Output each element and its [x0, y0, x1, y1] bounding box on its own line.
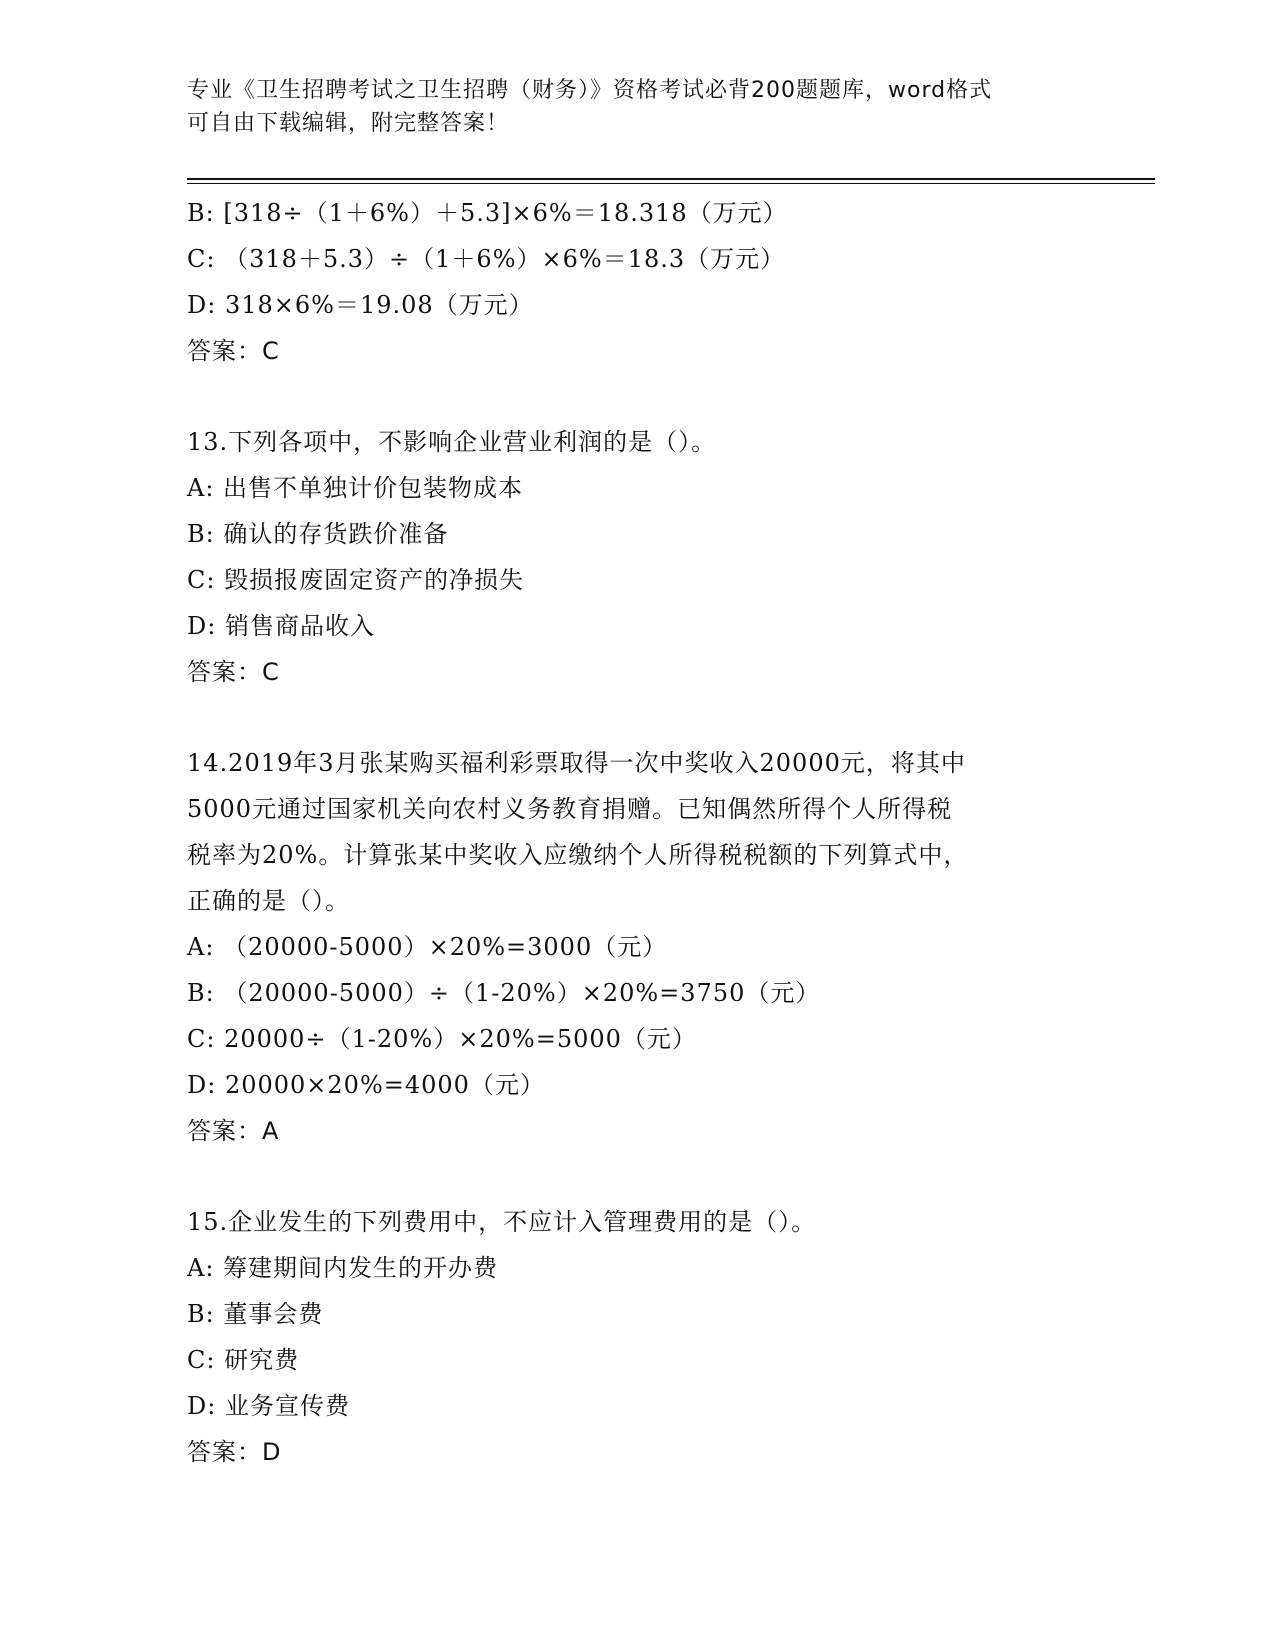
answer: 答案：A — [187, 1117, 280, 1145]
option-a: A: （20000-5000）×20%=3000（元） — [187, 933, 668, 961]
option-c: C: 研究费 — [187, 1346, 300, 1374]
answer: 答案：D — [187, 1438, 282, 1466]
option-b: B: 董事会费 — [187, 1300, 324, 1328]
option-c: C: （318＋5.3）÷（1＋6%）×6%＝18.3（万元） — [187, 245, 786, 273]
option-c: C: 毁损报废固定资产的净损失 — [187, 566, 525, 594]
question-stem-line-1: 14.2019年3月张某购买福利彩票取得一次中奖收入20000元，将其中 — [187, 749, 966, 777]
option-b: B: [318÷（1＋6%）＋5.3]×6%＝18.318（万元） — [187, 199, 788, 227]
option-b: B: （20000-5000）÷（1-20%）×20%=3750（元） — [187, 979, 821, 1007]
question-list — [187, 190, 1087, 1475]
option-a: A: 出售不单独计价包装物成本 — [187, 474, 524, 502]
option-a: A: 筹建期间内发生的开办费 — [187, 1254, 499, 1282]
question-stem-line-4: 正确的是（）。 — [187, 887, 350, 915]
option-d: D: 销售商品收入 — [187, 612, 375, 640]
header-divider-thin — [187, 183, 1155, 184]
document-header — [187, 74, 1087, 140]
spacer — [187, 695, 1087, 740]
spacer — [187, 1154, 1087, 1199]
question-stem-line-2: 5000元通过国家机关向农村义务教育捐赠。已知偶然所得个人所得税 — [187, 795, 953, 823]
question-13 — [187, 419, 1087, 695]
spacer — [187, 374, 1087, 419]
question-15 — [187, 1199, 1087, 1475]
question-14 — [187, 740, 1087, 1154]
option-d: D: 业务宣传费 — [187, 1392, 350, 1420]
question-stem: 15.企业发生的下列费用中，不应计入管理费用的是（）。 — [187, 1208, 817, 1236]
option-c: C: 20000÷（1-20%）×20%=5000（元） — [187, 1025, 697, 1053]
header-line-2: 可自由下载编辑，附完整答案！ — [187, 111, 510, 136]
question-stem-line-3: 税率为20%。计算张某中奖收入应缴纳个人所得税税额的下列算式中， — [187, 841, 969, 869]
option-d: D: 20000×20%=4000（元） — [187, 1071, 545, 1099]
question-12 — [187, 190, 1087, 374]
option-d: D: 318×6%＝19.08（万元） — [187, 291, 534, 319]
answer: 答案：C — [187, 337, 280, 365]
answer: 答案：C — [187, 658, 280, 686]
option-b: B: 确认的存货跌价准备 — [187, 520, 449, 548]
question-stem: 13.下列各项中，不影响企业营业利润的是（）。 — [187, 428, 717, 456]
header-divider-thick — [187, 178, 1155, 180]
header-line-1: 专业《卫生招聘考试之卫生招聘（财务）》资格考试必背200题题库，word格式 — [187, 78, 993, 103]
